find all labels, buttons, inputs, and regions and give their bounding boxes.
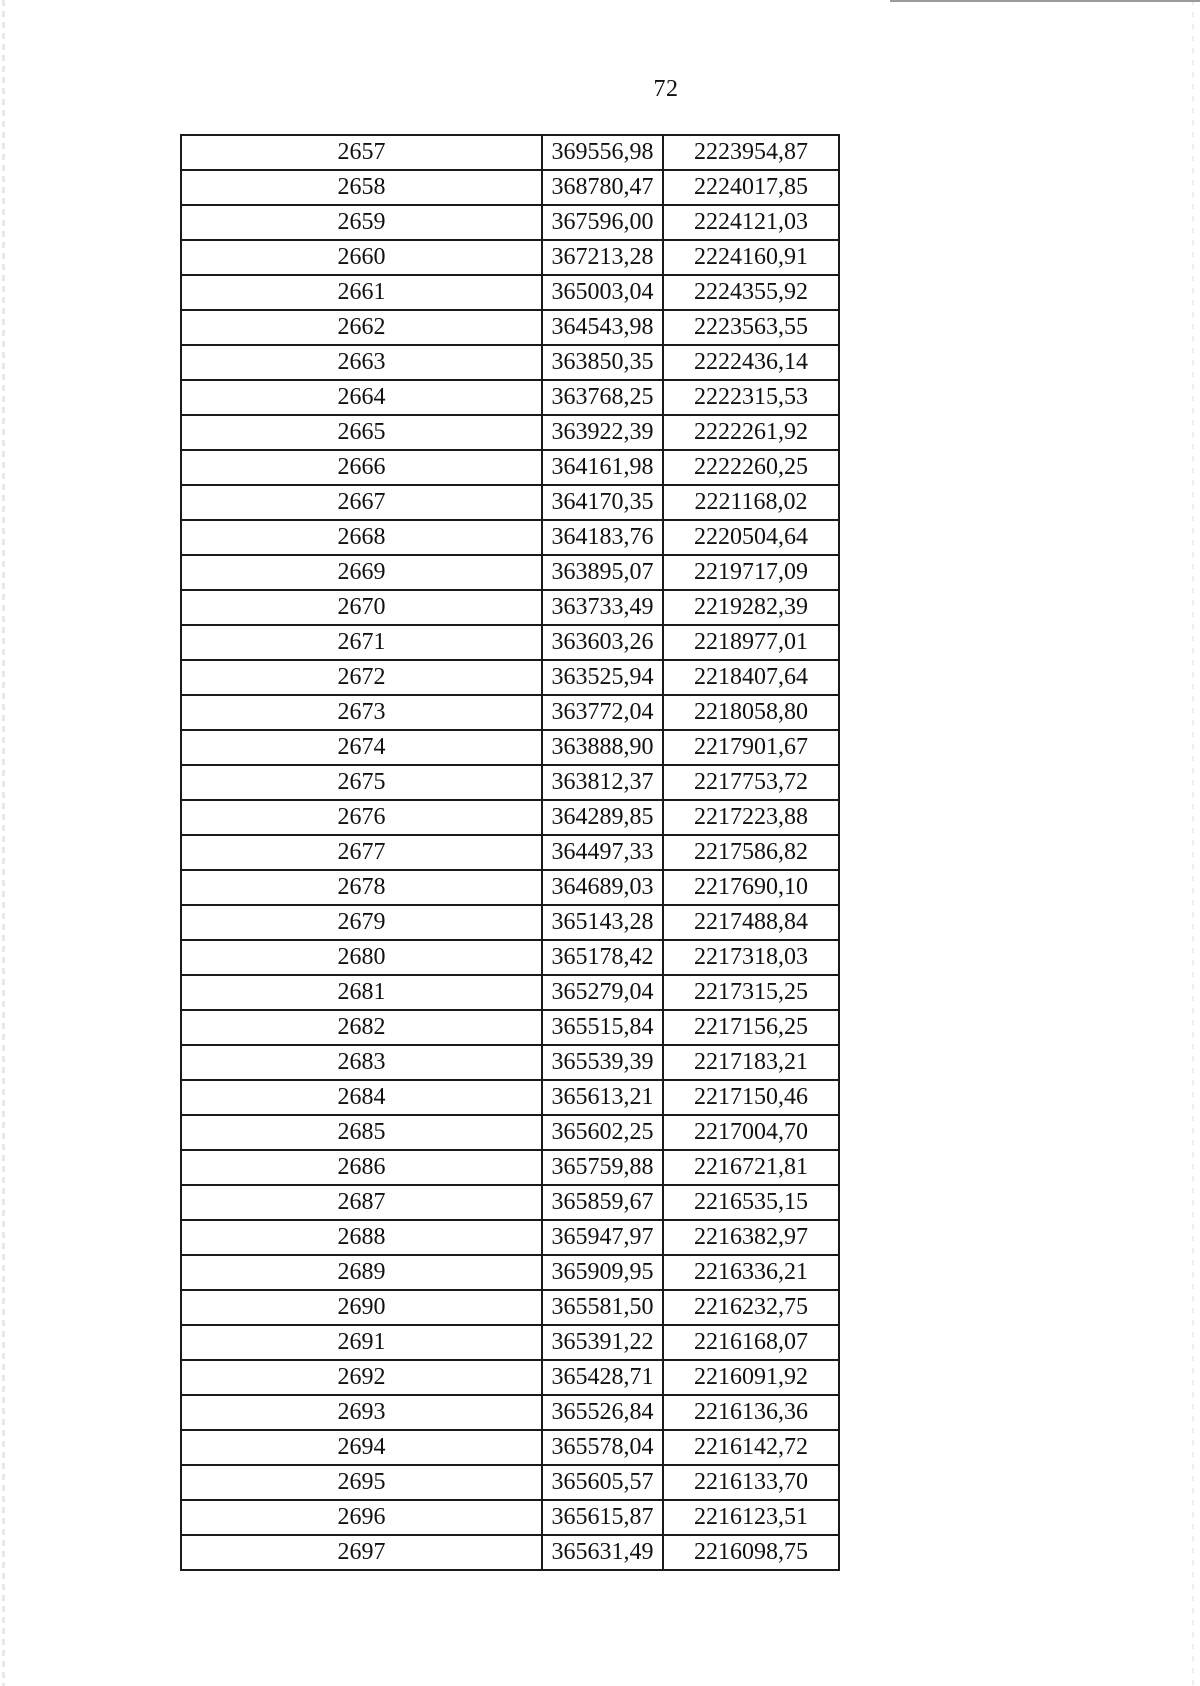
point-number-cell: 2660 (181, 240, 542, 275)
x-coordinate-cell: 365428,71 (542, 1360, 663, 1395)
point-number-cell: 2677 (181, 835, 542, 870)
table-row (181, 1500, 839, 1535)
point-number-cell: 2679 (181, 905, 542, 940)
y-coordinate-cell: 2224160,91 (663, 240, 839, 275)
coordinates-table-body (181, 135, 839, 1570)
y-coordinate-cell: 2222436,14 (663, 345, 839, 380)
point-number-cell: 2680 (181, 940, 542, 975)
table-row (181, 1150, 839, 1185)
y-coordinate-cell: 2218058,80 (663, 695, 839, 730)
y-coordinate-cell: 2217488,84 (663, 905, 839, 940)
point-number-cell: 2670 (181, 590, 542, 625)
y-coordinate-cell: 2218977,01 (663, 625, 839, 660)
table-row (181, 205, 839, 240)
y-coordinate-cell: 2216382,97 (663, 1220, 839, 1255)
y-coordinate-cell: 2222260,25 (663, 450, 839, 485)
x-coordinate-cell: 363812,37 (542, 765, 663, 800)
x-coordinate-cell: 363922,39 (542, 415, 663, 450)
table-row (181, 415, 839, 450)
table-row (181, 905, 839, 940)
x-coordinate-cell: 365178,42 (542, 940, 663, 975)
point-number-cell: 2695 (181, 1465, 542, 1500)
point-number-cell: 2696 (181, 1500, 542, 1535)
table-row (181, 1290, 839, 1325)
point-number-cell: 2690 (181, 1290, 542, 1325)
y-coordinate-cell: 2217315,25 (663, 975, 839, 1010)
y-coordinate-cell: 2216091,92 (663, 1360, 839, 1395)
table-row (181, 765, 839, 800)
table-row (181, 1115, 839, 1150)
x-coordinate-cell: 365947,97 (542, 1220, 663, 1255)
point-number-cell: 2663 (181, 345, 542, 380)
y-coordinate-cell: 2217586,82 (663, 835, 839, 870)
x-coordinate-cell: 365539,39 (542, 1045, 663, 1080)
table-row (181, 1465, 839, 1500)
point-number-cell: 2668 (181, 520, 542, 555)
x-coordinate-cell: 365859,67 (542, 1185, 663, 1220)
x-coordinate-cell: 364497,33 (542, 835, 663, 870)
table-row (181, 1395, 839, 1430)
y-coordinate-cell: 2222315,53 (663, 380, 839, 415)
table-row (181, 1430, 839, 1465)
table-row (181, 310, 839, 345)
y-coordinate-cell: 2217004,70 (663, 1115, 839, 1150)
y-coordinate-cell: 2217183,21 (663, 1045, 839, 1080)
table-row (181, 1220, 839, 1255)
table-row (181, 1360, 839, 1395)
y-coordinate-cell: 2216721,81 (663, 1150, 839, 1185)
point-number-cell: 2664 (181, 380, 542, 415)
y-coordinate-cell: 2224017,85 (663, 170, 839, 205)
table-row (181, 135, 839, 170)
table-row (181, 660, 839, 695)
x-coordinate-cell: 365613,21 (542, 1080, 663, 1115)
table-row (181, 240, 839, 275)
x-coordinate-cell: 364161,98 (542, 450, 663, 485)
table-row (181, 485, 839, 520)
x-coordinate-cell: 368780,47 (542, 170, 663, 205)
point-number-cell: 2688 (181, 1220, 542, 1255)
point-number-cell: 2678 (181, 870, 542, 905)
x-coordinate-cell: 364689,03 (542, 870, 663, 905)
x-coordinate-cell: 364289,85 (542, 800, 663, 835)
scan-edge-top (890, 0, 1200, 2)
table-row (181, 1185, 839, 1220)
point-number-cell: 2667 (181, 485, 542, 520)
y-coordinate-cell: 2216136,36 (663, 1395, 839, 1430)
point-number-cell: 2666 (181, 450, 542, 485)
x-coordinate-cell: 367596,00 (542, 205, 663, 240)
x-coordinate-cell: 363603,26 (542, 625, 663, 660)
table-row (181, 835, 839, 870)
point-number-cell: 2674 (181, 730, 542, 765)
x-coordinate-cell: 364170,35 (542, 485, 663, 520)
x-coordinate-cell: 363768,25 (542, 380, 663, 415)
y-coordinate-cell: 2220504,64 (663, 520, 839, 555)
y-coordinate-cell: 2223954,87 (663, 135, 839, 170)
point-number-cell: 2675 (181, 765, 542, 800)
y-coordinate-cell: 2222261,92 (663, 415, 839, 450)
table-row (181, 520, 839, 555)
y-coordinate-cell: 2219282,39 (663, 590, 839, 625)
table-row (181, 730, 839, 765)
table-row (181, 625, 839, 660)
x-coordinate-cell: 363525,94 (542, 660, 663, 695)
table-row (181, 940, 839, 975)
table-row (181, 170, 839, 205)
y-coordinate-cell: 2219717,09 (663, 555, 839, 590)
x-coordinate-cell: 365631,49 (542, 1535, 663, 1570)
table-row (181, 1325, 839, 1360)
y-coordinate-cell: 2217150,46 (663, 1080, 839, 1115)
y-coordinate-cell: 2216098,75 (663, 1535, 839, 1570)
point-number-cell: 2687 (181, 1185, 542, 1220)
y-coordinate-cell: 2216142,72 (663, 1430, 839, 1465)
x-coordinate-cell: 364543,98 (542, 310, 663, 345)
point-number-cell: 2659 (181, 205, 542, 240)
y-coordinate-cell: 2224355,92 (663, 275, 839, 310)
x-coordinate-cell: 365909,95 (542, 1255, 663, 1290)
y-coordinate-cell: 2217223,88 (663, 800, 839, 835)
point-number-cell: 2683 (181, 1045, 542, 1080)
x-coordinate-cell: 367213,28 (542, 240, 663, 275)
x-coordinate-cell: 365759,88 (542, 1150, 663, 1185)
table-row (181, 975, 839, 1010)
table-row (181, 695, 839, 730)
x-coordinate-cell: 364183,76 (542, 520, 663, 555)
point-number-cell: 2694 (181, 1430, 542, 1465)
table-row (181, 590, 839, 625)
table-row (181, 555, 839, 590)
table-row (181, 1535, 839, 1570)
point-number-cell: 2689 (181, 1255, 542, 1290)
y-coordinate-cell: 2216123,51 (663, 1500, 839, 1535)
table-row (181, 1255, 839, 1290)
point-number-cell: 2671 (181, 625, 542, 660)
y-coordinate-cell: 2218407,64 (663, 660, 839, 695)
point-number-cell: 2685 (181, 1115, 542, 1150)
x-coordinate-cell: 363888,90 (542, 730, 663, 765)
table-row (181, 380, 839, 415)
x-coordinate-cell: 365581,50 (542, 1290, 663, 1325)
y-coordinate-cell: 2216168,07 (663, 1325, 839, 1360)
point-number-cell: 2692 (181, 1360, 542, 1395)
x-coordinate-cell: 365003,04 (542, 275, 663, 310)
x-coordinate-cell: 365602,25 (542, 1115, 663, 1150)
scan-edge-right (1192, 0, 1194, 1686)
point-number-cell: 2669 (181, 555, 542, 590)
point-number-cell: 2673 (181, 695, 542, 730)
x-coordinate-cell: 365615,87 (542, 1500, 663, 1535)
x-coordinate-cell: 369556,98 (542, 135, 663, 170)
x-coordinate-cell: 365279,04 (542, 975, 663, 1010)
table-row (181, 345, 839, 380)
y-coordinate-cell: 2216535,15 (663, 1185, 839, 1220)
point-number-cell: 2662 (181, 310, 542, 345)
table-row (181, 275, 839, 310)
point-number-cell: 2681 (181, 975, 542, 1010)
point-number-cell: 2657 (181, 135, 542, 170)
y-coordinate-cell: 2221168,02 (663, 485, 839, 520)
y-coordinate-cell: 2216336,21 (663, 1255, 839, 1290)
y-coordinate-cell: 2216133,70 (663, 1465, 839, 1500)
y-coordinate-cell: 2217901,67 (663, 730, 839, 765)
page-number: 72 (653, 76, 679, 102)
y-coordinate-cell: 2224121,03 (663, 205, 839, 240)
coordinates-table (180, 134, 840, 1571)
x-coordinate-cell: 365391,22 (542, 1325, 663, 1360)
y-coordinate-cell: 2223563,55 (663, 310, 839, 345)
y-coordinate-cell: 2216232,75 (663, 1290, 839, 1325)
table-row (181, 870, 839, 905)
x-coordinate-cell: 365143,28 (542, 905, 663, 940)
point-number-cell: 2691 (181, 1325, 542, 1360)
point-number-cell: 2658 (181, 170, 542, 205)
point-number-cell: 2682 (181, 1010, 542, 1045)
point-number-cell: 2676 (181, 800, 542, 835)
table-row (181, 1045, 839, 1080)
point-number-cell: 2684 (181, 1080, 542, 1115)
y-coordinate-cell: 2217690,10 (663, 870, 839, 905)
y-coordinate-cell: 2217318,03 (663, 940, 839, 975)
x-coordinate-cell: 365605,57 (542, 1465, 663, 1500)
x-coordinate-cell: 363850,35 (542, 345, 663, 380)
table-row (181, 1080, 839, 1115)
x-coordinate-cell: 365526,84 (542, 1395, 663, 1430)
x-coordinate-cell: 365578,04 (542, 1430, 663, 1465)
x-coordinate-cell: 363733,49 (542, 590, 663, 625)
point-number-cell: 2672 (181, 660, 542, 695)
x-coordinate-cell: 363772,04 (542, 695, 663, 730)
point-number-cell: 2686 (181, 1150, 542, 1185)
table-row (181, 800, 839, 835)
y-coordinate-cell: 2217156,25 (663, 1010, 839, 1045)
scan-edge-left (2, 0, 5, 1686)
point-number-cell: 2661 (181, 275, 542, 310)
point-number-cell: 2697 (181, 1535, 542, 1570)
y-coordinate-cell: 2217753,72 (663, 765, 839, 800)
x-coordinate-cell: 365515,84 (542, 1010, 663, 1045)
point-number-cell: 2693 (181, 1395, 542, 1430)
table-row (181, 1010, 839, 1045)
table-row (181, 450, 839, 485)
x-coordinate-cell: 363895,07 (542, 555, 663, 590)
point-number-cell: 2665 (181, 415, 542, 450)
